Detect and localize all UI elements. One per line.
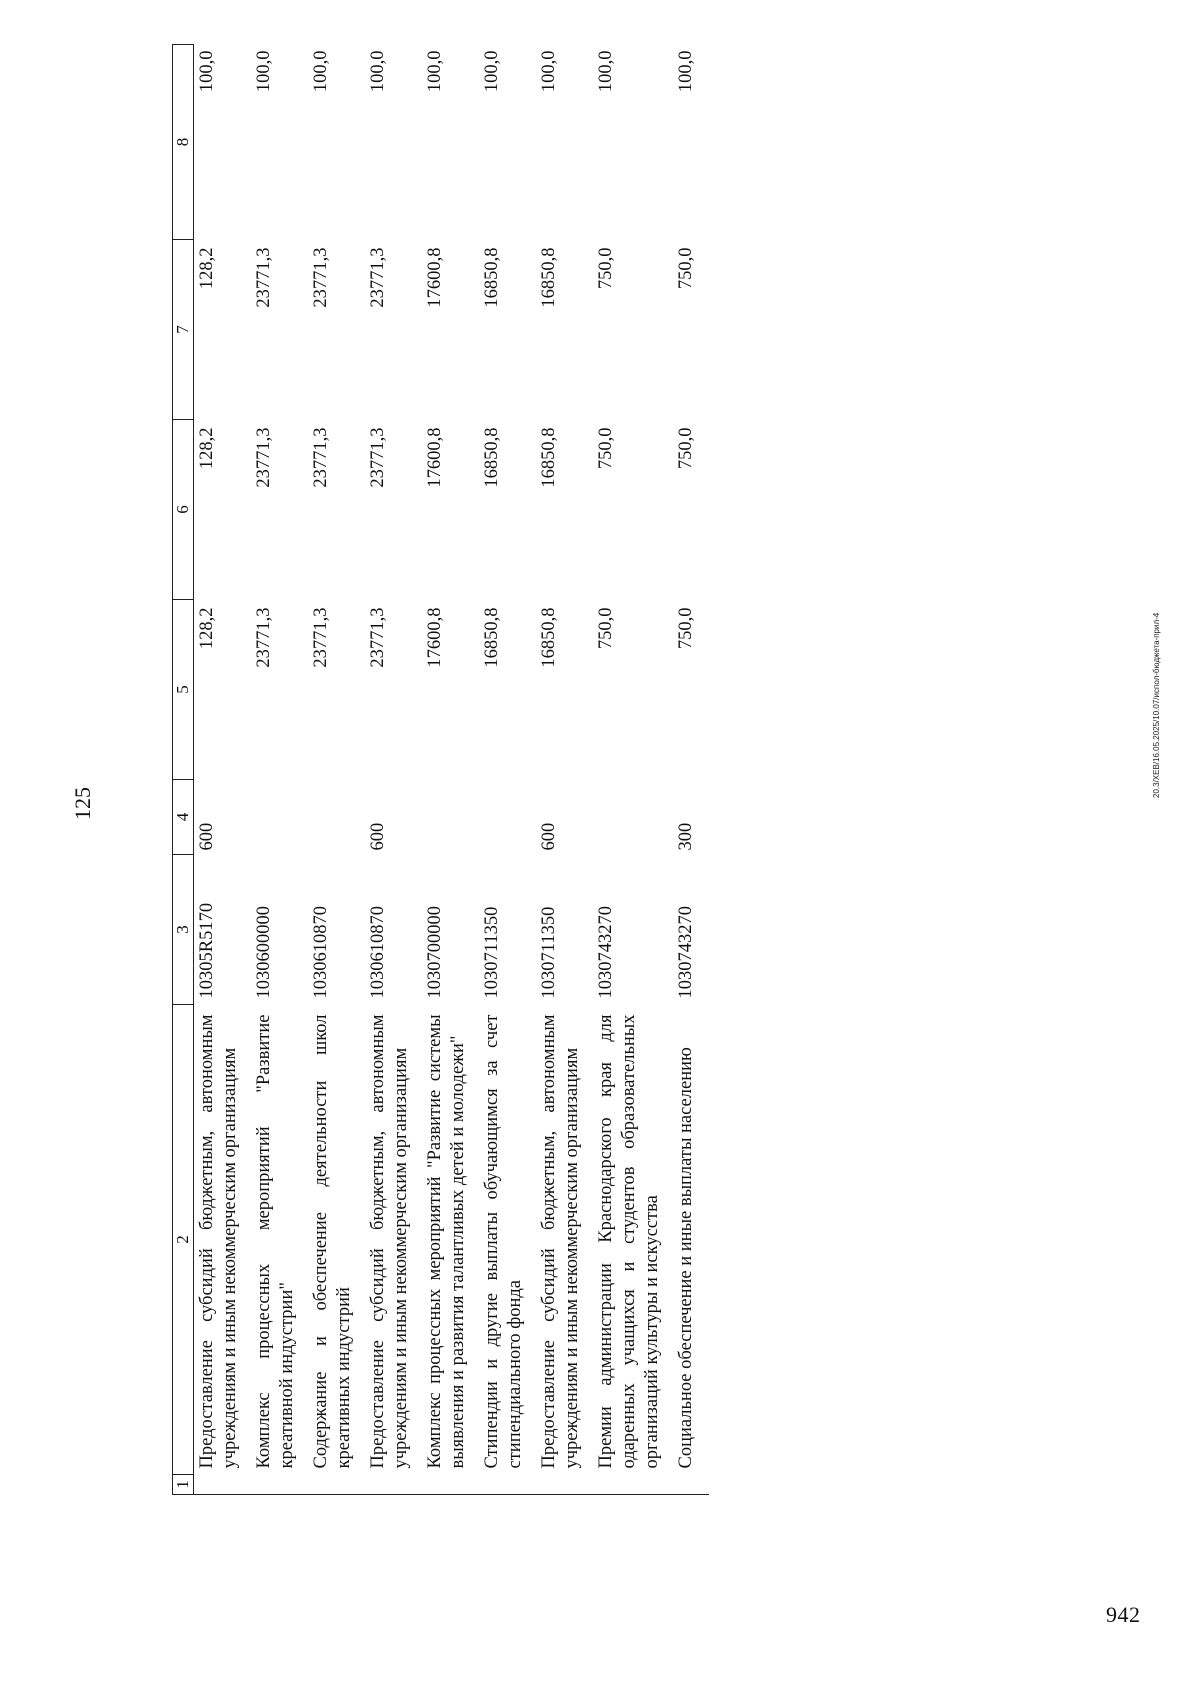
column-header: 6 xyxy=(173,420,194,600)
row-value-8: 100,0 xyxy=(254,50,274,93)
row-value-7: 16850,8 xyxy=(539,247,559,308)
row-marker xyxy=(310,1475,367,1495)
row-value-6: 128,2 xyxy=(197,427,217,470)
row-value-7: 23771,3 xyxy=(254,247,274,308)
row-name: Комплекс процессных мероприятий "Развитие системы выявления и развития талантливых детей и молодежи" xyxy=(425,1014,468,1469)
row-value-6: 16850,8 xyxy=(539,427,559,488)
row-marker xyxy=(538,1475,595,1495)
row-name: Предоставление субсидий бюджетным, автономным учреждениям и иным некоммерческим организациям xyxy=(197,1014,240,1469)
row-value-6: 750,0 xyxy=(676,427,696,470)
row-value-8: 100,0 xyxy=(676,50,696,93)
row-value-8: 100,0 xyxy=(596,50,616,93)
table-row xyxy=(253,45,310,1495)
row-name: Социальное обеспечение и иные выплаты населению xyxy=(676,1047,696,1469)
table-row xyxy=(194,45,254,1495)
column-header: 3 xyxy=(173,855,194,1005)
row-code: 1030711350 xyxy=(482,906,502,999)
table-row xyxy=(595,45,675,1495)
column-header: 7 xyxy=(173,240,194,420)
row-value-5: 23771,3 xyxy=(311,607,331,668)
row-value-6: 750,0 xyxy=(596,427,616,470)
row-marker xyxy=(367,1475,424,1495)
row-value-8: 100,0 xyxy=(482,50,502,93)
page-number: 942 xyxy=(1106,1602,1141,1627)
table-row xyxy=(481,45,538,1495)
row-value-6: 23771,3 xyxy=(254,427,274,488)
row-name: Комплекс процессных мероприятий "Развитие креативной индустрии" xyxy=(254,1014,297,1469)
column-header: 2 xyxy=(173,1005,194,1475)
row-value-5: 23771,3 xyxy=(368,607,388,668)
row-type: 300 xyxy=(676,822,696,851)
column-header: 8 xyxy=(173,45,194,240)
row-type: 600 xyxy=(539,822,559,851)
row-marker xyxy=(595,1475,675,1495)
row-value-6: 17600,8 xyxy=(425,427,445,488)
table-row xyxy=(424,45,481,1495)
column-header: 4 xyxy=(173,780,194,855)
row-value-5: 128,2 xyxy=(197,607,217,650)
document-code: 20.3/XEB/16.05.2025/10.07/испол-бюджета-прил-4 xyxy=(1152,612,1161,798)
budget-table-rotated xyxy=(172,45,1188,1495)
row-value-7: 16850,8 xyxy=(482,247,502,308)
row-value-5: 23771,3 xyxy=(254,607,274,668)
row-value-7: 23771,3 xyxy=(368,247,388,308)
row-name: Премии администрации Краснодарского края для одаренных учащихся и студентов образовательных организаций культуры и искусства xyxy=(596,1014,662,1469)
table-row xyxy=(367,45,424,1495)
row-type: 600 xyxy=(368,822,388,851)
row-value-8: 100,0 xyxy=(539,50,559,93)
row-value-5: 17600,8 xyxy=(425,607,445,668)
row-value-8: 100,0 xyxy=(311,50,331,93)
row-value-5: 16850,8 xyxy=(482,607,502,668)
row-value-6: 23771,3 xyxy=(311,427,331,488)
column-header: 5 xyxy=(173,600,194,780)
row-value-7: 750,0 xyxy=(676,247,696,290)
row-code: 10305R5170 xyxy=(197,902,217,999)
row-type: 600 xyxy=(197,822,217,851)
row-code: 1030610870 xyxy=(311,906,331,999)
row-name: Предоставление субсидий бюджетным, автономным учреждениям и иным некоммерческим организациям xyxy=(368,1014,411,1469)
table-row xyxy=(675,45,709,1495)
row-value-8: 100,0 xyxy=(425,50,445,93)
table-row xyxy=(310,45,367,1495)
row-type xyxy=(424,780,481,855)
table-row xyxy=(538,45,595,1495)
page-top-number: 125 xyxy=(70,787,95,820)
row-code: 1030743270 xyxy=(676,906,696,999)
row-value-5: 16850,8 xyxy=(539,607,559,668)
row-type xyxy=(310,780,367,855)
row-value-5: 750,0 xyxy=(596,607,616,650)
budget-table xyxy=(172,44,709,1495)
column-header: 1 xyxy=(173,1475,194,1495)
row-value-5: 750,0 xyxy=(676,607,696,650)
row-value-6: 16850,8 xyxy=(482,427,502,488)
row-code: 1030711350 xyxy=(539,906,559,999)
row-name: Содержание и обеспечение деятельности школ креативных индустрий xyxy=(311,1014,354,1469)
row-type xyxy=(253,780,310,855)
row-marker xyxy=(253,1475,310,1495)
row-marker xyxy=(481,1475,538,1495)
row-marker xyxy=(675,1475,709,1495)
row-value-8: 100,0 xyxy=(197,50,217,93)
row-type xyxy=(595,780,675,855)
row-value-6: 23771,3 xyxy=(368,427,388,488)
row-value-7: 17600,8 xyxy=(425,247,445,308)
row-value-8: 100,0 xyxy=(368,50,388,93)
row-code: 1030610870 xyxy=(368,906,388,999)
row-code: 1030700000 xyxy=(425,906,445,999)
row-value-7: 128,2 xyxy=(197,247,217,290)
table-header-row xyxy=(173,45,194,1495)
row-code: 1030600000 xyxy=(254,906,274,999)
row-name: Предоставление субсидий бюджетным, автономным учреждениям и иным некоммерческим организациям xyxy=(539,1014,582,1469)
row-code: 1030743270 xyxy=(596,906,616,999)
row-value-7: 23771,3 xyxy=(311,247,331,308)
row-name: Стипендии и другие выплаты обучающимся за счет стипендиального фонда xyxy=(482,1014,525,1469)
row-marker xyxy=(424,1475,481,1495)
row-marker xyxy=(194,1475,254,1495)
row-value-7: 750,0 xyxy=(596,247,616,290)
row-type xyxy=(481,780,538,855)
